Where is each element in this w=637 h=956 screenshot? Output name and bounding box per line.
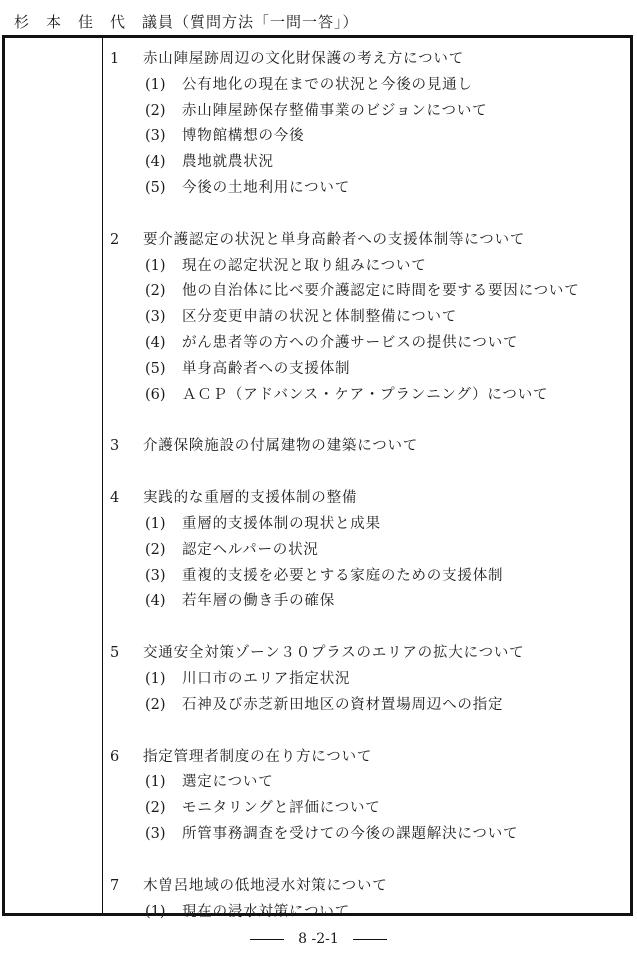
question-number: 6: [110, 748, 121, 765]
sub-question-text: 他の自治体に比べ要介護認定に時間を要する要因について: [182, 283, 580, 300]
question-item: [110, 228, 628, 409]
question-title: 赤山陣屋跡周辺の文化財保護の考え方について: [143, 51, 465, 67]
question-heading: [110, 228, 628, 254]
sub-question-text: がん患者等の方への介護サービスの提供について: [182, 334, 519, 351]
sub-question: [110, 73, 628, 99]
sub-question: [110, 564, 628, 590]
page-footer: [0, 931, 637, 947]
sub-question: [110, 667, 628, 693]
sub-question-text: ＡＣＰ（アドバンス・ケア・プランニング）について: [182, 386, 549, 403]
sub-question-number: (5): [145, 360, 166, 377]
sub-question-text: 選定について: [182, 774, 274, 791]
sub-question: [110, 305, 628, 331]
sub-question-text: 現在の浸水対策について: [182, 903, 351, 920]
sub-question: [110, 822, 628, 848]
sub-question-text: 赤山陣屋跡保存整備事業のビジョンについて: [182, 102, 488, 119]
sub-question-text: 所管事務調査を受けての今後の課題解決について: [182, 825, 519, 842]
question-item: [110, 874, 628, 926]
question-item: [110, 434, 628, 460]
page-title: [14, 11, 359, 32]
question-heading: [110, 486, 628, 512]
sub-question-text: 単身高齢者への支援体制: [182, 360, 351, 377]
question-heading: [110, 641, 628, 667]
sub-question-number: (4): [145, 334, 166, 351]
question-title: 介護保険施設の付属建物の建築について: [143, 438, 419, 455]
sub-question: [110, 383, 628, 409]
sub-question: [110, 124, 628, 150]
sub-question-text: 重層的支援体制の現状と成果: [182, 515, 381, 532]
sub-question-number: (2): [145, 800, 166, 817]
question-title: 指定管理者制度の在り方について: [143, 748, 373, 765]
sub-question-number: (1): [145, 903, 166, 920]
question-item: [110, 486, 628, 615]
sub-question-text: 川口市のエリア指定状況: [182, 670, 351, 687]
sub-question: [110, 512, 628, 538]
sub-question-text: モニタリングと評価について: [182, 800, 381, 817]
member-name: 杉本佳代: [14, 13, 143, 31]
sub-question-number: (2): [145, 696, 166, 713]
sub-question-text: 博物館構想の今後: [182, 128, 305, 145]
question-number: 7: [110, 877, 121, 894]
question-number: 3: [110, 438, 121, 455]
footer-dash-right: [353, 939, 387, 940]
sub-question-number: (3): [145, 309, 166, 326]
sub-question-number: (3): [145, 128, 166, 145]
sub-question-number: (1): [145, 774, 166, 791]
sub-question-text: 若年層の働き手の確保: [182, 593, 335, 610]
sub-question-text: 石神及び赤芝新田地区の資材置場周辺への指定: [182, 696, 504, 713]
question-heading: [110, 47, 628, 73]
sub-question: [110, 693, 628, 719]
sub-question-text: 公有地化の現在までの状況と今後の見通し: [182, 76, 473, 93]
sub-question: [110, 357, 628, 383]
sub-question-number: (1): [145, 257, 166, 274]
footer-dash-left: [250, 939, 284, 940]
question-title: 木曽呂地域の低地浸水対策について: [143, 877, 388, 894]
sub-question-number: (2): [145, 283, 166, 300]
sub-question: [110, 279, 628, 305]
question-item: [110, 641, 628, 718]
question-heading: [110, 874, 628, 900]
sub-question-number: (3): [145, 825, 166, 842]
question-heading: [110, 745, 628, 771]
sub-question-number: (2): [145, 102, 166, 119]
sub-question: [110, 176, 628, 202]
question-title: 実践的な重層的支援体制の整備: [143, 490, 358, 507]
question-number: 2: [110, 231, 121, 248]
sub-question-text: 区分変更申請の状況と体制整備について: [182, 309, 458, 326]
question-title: 交通安全対策ゾーン３０プラスのエリアの拡大について: [143, 645, 525, 662]
sub-question: [110, 331, 628, 357]
sub-question: [110, 770, 628, 796]
question-item: [110, 47, 628, 202]
question-list: [110, 47, 628, 951]
sub-question: [110, 796, 628, 822]
sub-question-number: (4): [145, 154, 166, 171]
sub-question-number: (4): [145, 593, 166, 610]
sub-question-number: (2): [145, 541, 166, 558]
sub-question-number: (6): [145, 386, 166, 403]
question-number: 5: [110, 645, 121, 662]
page-number: 8 -2-1: [298, 931, 339, 947]
sub-question: [110, 99, 628, 125]
sub-question: [110, 900, 628, 926]
sub-question-number: (1): [145, 515, 166, 532]
question-item: [110, 745, 628, 848]
sub-question: [110, 254, 628, 280]
sub-question: [110, 589, 628, 615]
column-divider: [102, 38, 103, 913]
sub-question-text: 今後の土地利用について: [182, 179, 351, 196]
question-number: 4: [110, 490, 121, 507]
question-method: 議員（質問方法「一問一答」）: [142, 13, 359, 31]
sub-question-number: (5): [145, 179, 166, 196]
question-table: [2, 35, 633, 920]
sub-question-text: 現在の認定状況と取り組みについて: [182, 257, 427, 274]
sub-question-text: 認定ヘルパーの状況: [182, 541, 319, 558]
sub-question: [110, 150, 628, 176]
sub-question-number: (3): [145, 567, 166, 584]
question-heading: [110, 434, 628, 460]
sub-question-number: (1): [145, 670, 166, 687]
sub-question: [110, 538, 628, 564]
question-number: 1: [110, 51, 121, 67]
sub-question-text: 農地就農状況: [182, 154, 274, 171]
sub-question-text: 重複的支援を必要とする家庭のための支援体制: [182, 567, 504, 584]
question-title: 要介護認定の状況と単身高齢者への支援体制等について: [143, 231, 526, 248]
sub-question-number: (1): [145, 76, 166, 93]
